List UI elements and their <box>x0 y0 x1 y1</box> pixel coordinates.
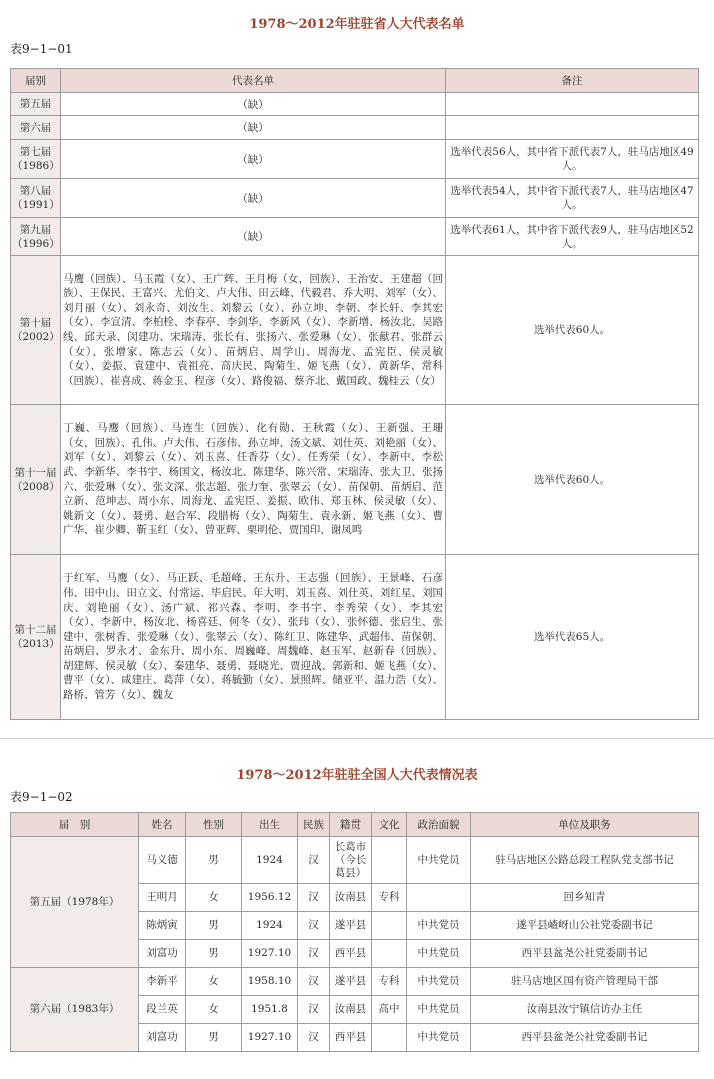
gender-cell: 女 <box>186 968 242 996</box>
list-cell: （缺） <box>61 218 446 256</box>
name-cell: 王明月 <box>139 884 186 912</box>
note-cell: 选举代表61人，其中省下派代表9人，驻马店地区52人。 <box>446 218 699 256</box>
ethnicity-cell: 汉 <box>298 996 330 1024</box>
table-row <box>11 140 699 179</box>
native-place-cell: 遂平县 <box>330 912 372 940</box>
table-row <box>11 968 699 996</box>
education-cell: 高中 <box>372 996 407 1024</box>
native-place-cell: 汝南县 <box>330 996 372 1024</box>
name-cell: 陈炳寅 <box>139 912 186 940</box>
table-header-row <box>11 69 699 93</box>
birth-cell: 1924 <box>242 837 298 884</box>
native-place-cell: 汝南县 <box>330 884 372 912</box>
name-cell: 马义德 <box>139 837 186 884</box>
birth-cell: 1956.12 <box>242 884 298 912</box>
name-cell: 段兰英 <box>139 996 186 1024</box>
name-cell: 李新平 <box>139 968 186 996</box>
political-status-cell: 中共党员 <box>407 912 471 940</box>
position-cell: 遂平县嵖岈山公社党委副书记 <box>471 912 699 940</box>
term-cell: 第八届 （1991） <box>11 179 61 218</box>
ethnicity-cell: 汉 <box>298 1024 330 1052</box>
note-cell: 选举代表54人，其中省下派代表7人，驻马店地区47人。 <box>446 179 699 218</box>
education-cell <box>372 940 407 968</box>
gender-cell: 男 <box>186 912 242 940</box>
list-cell: 马鹰（回族）、马玉霞（女）、王广辉、王月梅（女，回族）、王治安、王建超（回族）、王保民、王富兴、尤伯文、卢大伟、田云峰、代毅君、乔大明、刘军（女）、刘月丽（女）、刘永奇、刘汝生、刘黎云（女）、孙立坤、李朝、李长轩、李其宏（女）、李宣清、李柏栓、李春亭、李剑华、李新风（女）、李新增、杨汝北、吴路线、邱天录、闵建功、宋瑞涛、张长有、张扬六、张爱琳（女）、张献君、张群云（女）、张增家、陈志云（女）、苗炳启、周学山、周海龙、孟宪臣、侯灵敏（女）、姜振、袁建中、袁祖亮、高庆民、陶菊生、姬飞燕（女）、黄新华、常科（回族）、崔喜成、蒋金玉、程彦（女）、路俊福、蔡齐北、戴国政、魏桂云（女） <box>61 256 446 405</box>
gender-cell: 男 <box>186 940 242 968</box>
education-cell: 专科 <box>372 884 407 912</box>
birth-cell: 1958.10 <box>242 968 298 996</box>
provincial-deputies-table <box>10 68 699 720</box>
list-cell: （缺） <box>61 93 446 116</box>
native-place-cell: 西平县 <box>330 1024 372 1052</box>
list-cell: （缺） <box>61 179 446 218</box>
education-cell <box>372 912 407 940</box>
ethnicity-cell: 汉 <box>298 940 330 968</box>
table1-number: 表9−1−01 <box>10 42 73 56</box>
term-cell: 第十二届 （2013） <box>11 555 61 720</box>
education-cell: 专科 <box>372 968 407 996</box>
note-cell <box>446 116 699 140</box>
education-cell <box>372 1024 407 1052</box>
position-cell: 汝南县汝宁镇信访办主任 <box>471 996 699 1024</box>
position-cell: 回乡知青 <box>471 884 699 912</box>
native-place-cell: 西平县 <box>330 940 372 968</box>
political-status-cell: 中共党员 <box>407 996 471 1024</box>
national-deputies-table <box>10 812 699 1052</box>
table-row <box>11 218 699 256</box>
header-birth: 出生 <box>242 813 298 837</box>
header-note: 备注 <box>446 69 699 93</box>
birth-cell: 1927.10 <box>242 1024 298 1052</box>
term-cell: 第七届 （1986） <box>11 140 61 179</box>
term-group-cell: 第五届（1978年） <box>11 837 139 968</box>
political-status-cell: 中共党员 <box>407 1024 471 1052</box>
header-education: 文化 <box>372 813 407 837</box>
birth-cell: 1951.8 <box>242 996 298 1024</box>
list-cell: （缺） <box>61 116 446 140</box>
note-cell: 选举代表60人。 <box>446 405 699 555</box>
ethnicity-cell: 汉 <box>298 968 330 996</box>
section-divider <box>0 738 714 739</box>
table-row <box>11 116 699 140</box>
native-place-cell: 长葛市（今长葛县） <box>330 837 372 884</box>
term-cell: 第十届 （2002） <box>11 256 61 405</box>
political-status-cell <box>407 884 471 912</box>
note-cell: 选举代表60人。 <box>446 256 699 405</box>
table-row <box>11 179 699 218</box>
note-cell: 选举代表56人，其中省下派代表7人，驻马店地区49人。 <box>446 140 699 179</box>
header-term: 届别 <box>11 69 61 93</box>
note-cell: 选举代表65人。 <box>446 555 699 720</box>
table2-title: 1978～2012年驻驻全国人大代表情况表 <box>236 768 478 783</box>
table-header-row <box>11 813 699 837</box>
name-cell: 刘富功 <box>139 940 186 968</box>
ethnicity-cell: 汉 <box>298 884 330 912</box>
gender-cell: 女 <box>186 884 242 912</box>
list-cell: 于红军、马鹰（女）、马正跃、毛超峰、王东升、王志强（回族）、王景峰、石彦伟、田中山、田立文、付常运、毕启民、年大明、刘玉喜、刘仕英、刘红星、刘国庆、刘艳丽（女）、汤广斌、祁兴森、李明、李书宇、李秀荣（女）、李其宏（女）、李新中、杨汝北、杨喜廷、何冬（女）、张玮（女）、张怀德、张启生、张建中、张树香、张爱琳（女）、张翠云（女）、陈红卫、陈建华、武超伟、苗保朝、苗炳启、罗永才、金东升、周小东、周巍峰、周魏峰、赵玉军、赵新春（回族）、胡建辉、侯灵敏（女）、秦建华、聂勇、聂晓光、贾迎战、郭新和、姬飞燕（女）、曹平（女）、咸建庄、葛萍（女）、蒋毓勤（女）、景照辉、储亚平、温力浩（女）、路桥、管芳（女）、魏友 <box>61 555 446 720</box>
birth-cell: 1927.10 <box>242 940 298 968</box>
gender-cell: 女 <box>186 996 242 1024</box>
gender-cell: 男 <box>186 1024 242 1052</box>
political-status-cell: 中共党员 <box>407 940 471 968</box>
table2-number: 表9−1−02 <box>10 790 73 804</box>
term-group-cell: 第六届（1983年） <box>11 968 139 1052</box>
header-name: 姓名 <box>139 813 186 837</box>
list-cell: 丁巍、马鹰（回族）、马连生（回族）、化有勋、王秋霞（女）、王新强、王珊（女，回族）、孔伟、卢大伟、石彦伟、孙立坤、汤文斌、刘仕英、刘艳丽（女）、刘军（女）、刘黎云（女）、刘玉喜、任香芬（女）、任秀荣（女）、李新中、李松武、李新华、李书宇、杨国文、杨汝北、陈建华、陈兴常、宋瑞涛、张大卫、张扬六、张爱琳（女）、张文深、张志超、张力奎、张翠云（女）、苗保朝、苗炳启、范立新、范坤志、周小东、周海龙、孟宪臣、姜振、欧伟、郑玉林、侯灵敏（女）、姚新文（女）、聂勇、赵合军、段腊梅（女）、陶菊生、袁永新、姬飞燕（女）、曹广华、崔少卿、靳玉红（女）、曾亚辉、栗明伦、贾国印、谢凤鸣 <box>61 405 446 555</box>
ethnicity-cell: 汉 <box>298 837 330 884</box>
term-cell: 第五届 <box>11 93 61 116</box>
table-row <box>11 837 699 884</box>
header-native-place: 籍贯 <box>330 813 372 837</box>
header-political-status: 政治面貌 <box>407 813 471 837</box>
political-status-cell: 中共党员 <box>407 837 471 884</box>
gender-cell: 男 <box>186 837 242 884</box>
header-gender: 性别 <box>186 813 242 837</box>
political-status-cell: 中共党员 <box>407 968 471 996</box>
header-list: 代表名单 <box>61 69 446 93</box>
term-cell: 第九届 （1996） <box>11 218 61 256</box>
list-cell: （缺） <box>61 140 446 179</box>
header-position: 单位及职务 <box>471 813 699 837</box>
position-cell: 驻马店地区公路总段工程队党支部书记 <box>471 837 699 884</box>
ethnicity-cell: 汉 <box>298 912 330 940</box>
native-place-cell: 遂平县 <box>330 968 372 996</box>
position-cell: 驻马店地区国有资产管理局干部 <box>471 968 699 996</box>
header-ethnicity: 民族 <box>298 813 330 837</box>
note-cell <box>446 93 699 116</box>
position-cell: 西平县盆尧公社党委副书记 <box>471 1024 699 1052</box>
table1-title: 1978～2012年驻驻省人大代表名单 <box>249 17 465 32</box>
position-cell: 西平县盆尧公社党委副书记 <box>471 940 699 968</box>
table-row <box>11 93 699 116</box>
table-row <box>11 256 699 405</box>
education-cell <box>372 837 407 884</box>
table-row <box>11 555 699 720</box>
term-cell: 第十一届 （2008） <box>11 405 61 555</box>
name-cell: 刘富功 <box>139 1024 186 1052</box>
birth-cell: 1924 <box>242 912 298 940</box>
header-term: 届 别 <box>11 813 139 837</box>
term-cell: 第六届 <box>11 116 61 140</box>
table-row <box>11 405 699 555</box>
